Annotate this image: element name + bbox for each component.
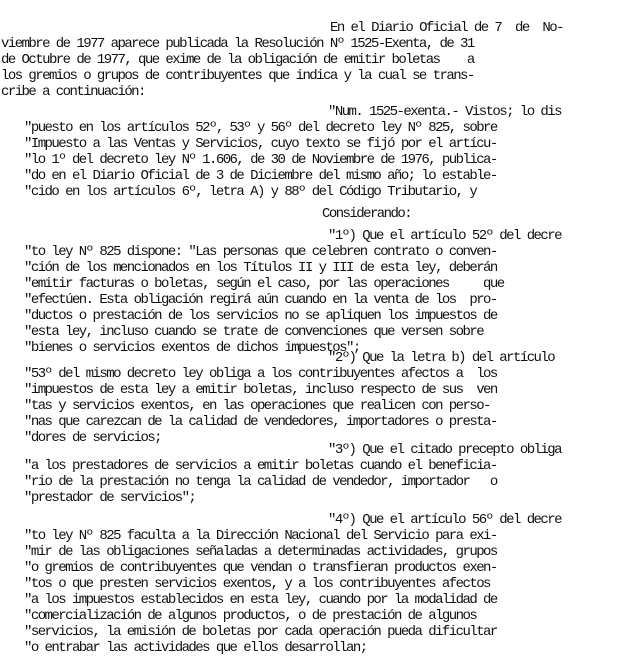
c3-line-2: "a los prestadores de servicios a emitir boletas cuando el beneficia- — [24, 458, 497, 474]
c1-line-8: "bienes o servicios exentos de dichos impuestos"; — [24, 340, 360, 356]
c4-line-7: "comercialización de algunos productos, o de prestación de algunos — [24, 608, 477, 624]
c4-line-6: "a los impuestos establecidos en esta ley, cuando por la modalidad de — [24, 592, 497, 608]
c2-line-1: "2º) Que la letra b) del artículo — [328, 350, 555, 366]
c3-line-3: "rio de la prestación no tenga la calidad de vendedor, importador o — [24, 474, 497, 490]
c4-line-8: "servicios, la emisión de boletas por cada operación pueda dificultar — [24, 624, 497, 640]
c4-line-2: "to ley Nº 825 faculta a la Dirección Nacional del Servicio para exi- — [24, 528, 497, 544]
intro-line-1: En el Diario Oficial de 7 de No- — [330, 20, 563, 36]
resolution-line-2: "puesto en los artículos 52º, 53º y 56º del decreto ley Nº 825, sobre — [24, 120, 497, 136]
c4-line-1: "4º) Que el artículo 56º del decre — [328, 512, 561, 528]
c1-line-4: "emitir facturas o boletas, según el caso, por las operaciones que — [24, 276, 504, 292]
resolution-line-5: "do en el Diario Oficial de 3 de Diciembre del mismo año; lo estable- — [24, 168, 497, 184]
c2-line-3: "impuestos de esta ley a emitir boletas, incluso respecto de sus ven — [24, 382, 497, 398]
c1-line-1: "1º) Que el artículo 52º del decre — [328, 228, 561, 244]
c1-line-6: "ductos o prestación de los servicios no se apliquen los impuestos de — [24, 308, 497, 324]
resolution-line-1: "Num. 1525-exenta.- Vistos; lo dis — [328, 104, 561, 120]
c2-line-2: "53º del mismo decreto ley obliga a los contribuyentes afectos a los — [24, 366, 497, 382]
intro-line-2: viembre de 1977 aparece publicada la Resolución Nº 1525-Exenta, de 31 — [1, 36, 474, 52]
c2-line-6: "dores de servicios; — [24, 430, 162, 446]
resolution-line-4: "lo 1º del decreto ley Nº 1.606, de 30 de Noviembre de 1976, publica- — [24, 152, 497, 168]
c3-line-1: "3º) Que el citado precepto obliga — [328, 442, 561, 458]
considerando-heading: Considerando: — [322, 206, 412, 222]
c1-line-7: "esta ley, incluso cuando se trate de convenciones que versen sobre — [24, 324, 484, 340]
c1-line-2: "to ley Nº 825 dispone: "Las personas que celebren contrato o conven- — [24, 244, 497, 260]
c4-line-4: "o gremios de contribuyentes que vendan o transfieran productos exen- — [24, 560, 497, 576]
c1-line-5: "efectúen. Esta obligación regirá aún cuando en la venta de los pro- — [24, 292, 497, 308]
intro-line-5: cribe a continuación: — [1, 84, 145, 100]
intro-line-3: de Octubre de 1977, que exime de la obligación de emitir boletas a — [1, 52, 474, 68]
c1-line-3: "ción de los mencionados en los Títulos II y III de esta ley, deberán — [24, 260, 497, 276]
c2-line-5: "nas que carezcan de la calidad de vendedores, importadores o presta- — [24, 414, 497, 430]
c4-line-9: "o entrabar las actividades que ellos desarrollan; — [24, 640, 367, 656]
c3-line-4: "prestador de servicios"; — [24, 490, 196, 506]
intro-line-4: los gremios o grupos de contribuyentes que indica y la cual se trans- — [1, 68, 474, 84]
c2-line-4: "tas y servicios exentos, en las operaciones que realicen con perso- — [24, 398, 490, 414]
resolution-line-3: "Impuesto a las Ventas y Servicios, cuyo texto se fijó por el artícu- — [24, 136, 497, 152]
c4-line-5: "tos o que presten servicios exentos, y a los contribuyentes afectos — [24, 576, 490, 592]
resolution-line-6: "cido en los artículos 6º, letra A) y 88º del Código Tributario, y — [24, 184, 477, 200]
c4-line-3: "mir de las obligaciones señaladas a determinadas actividades, grupos — [24, 544, 497, 560]
